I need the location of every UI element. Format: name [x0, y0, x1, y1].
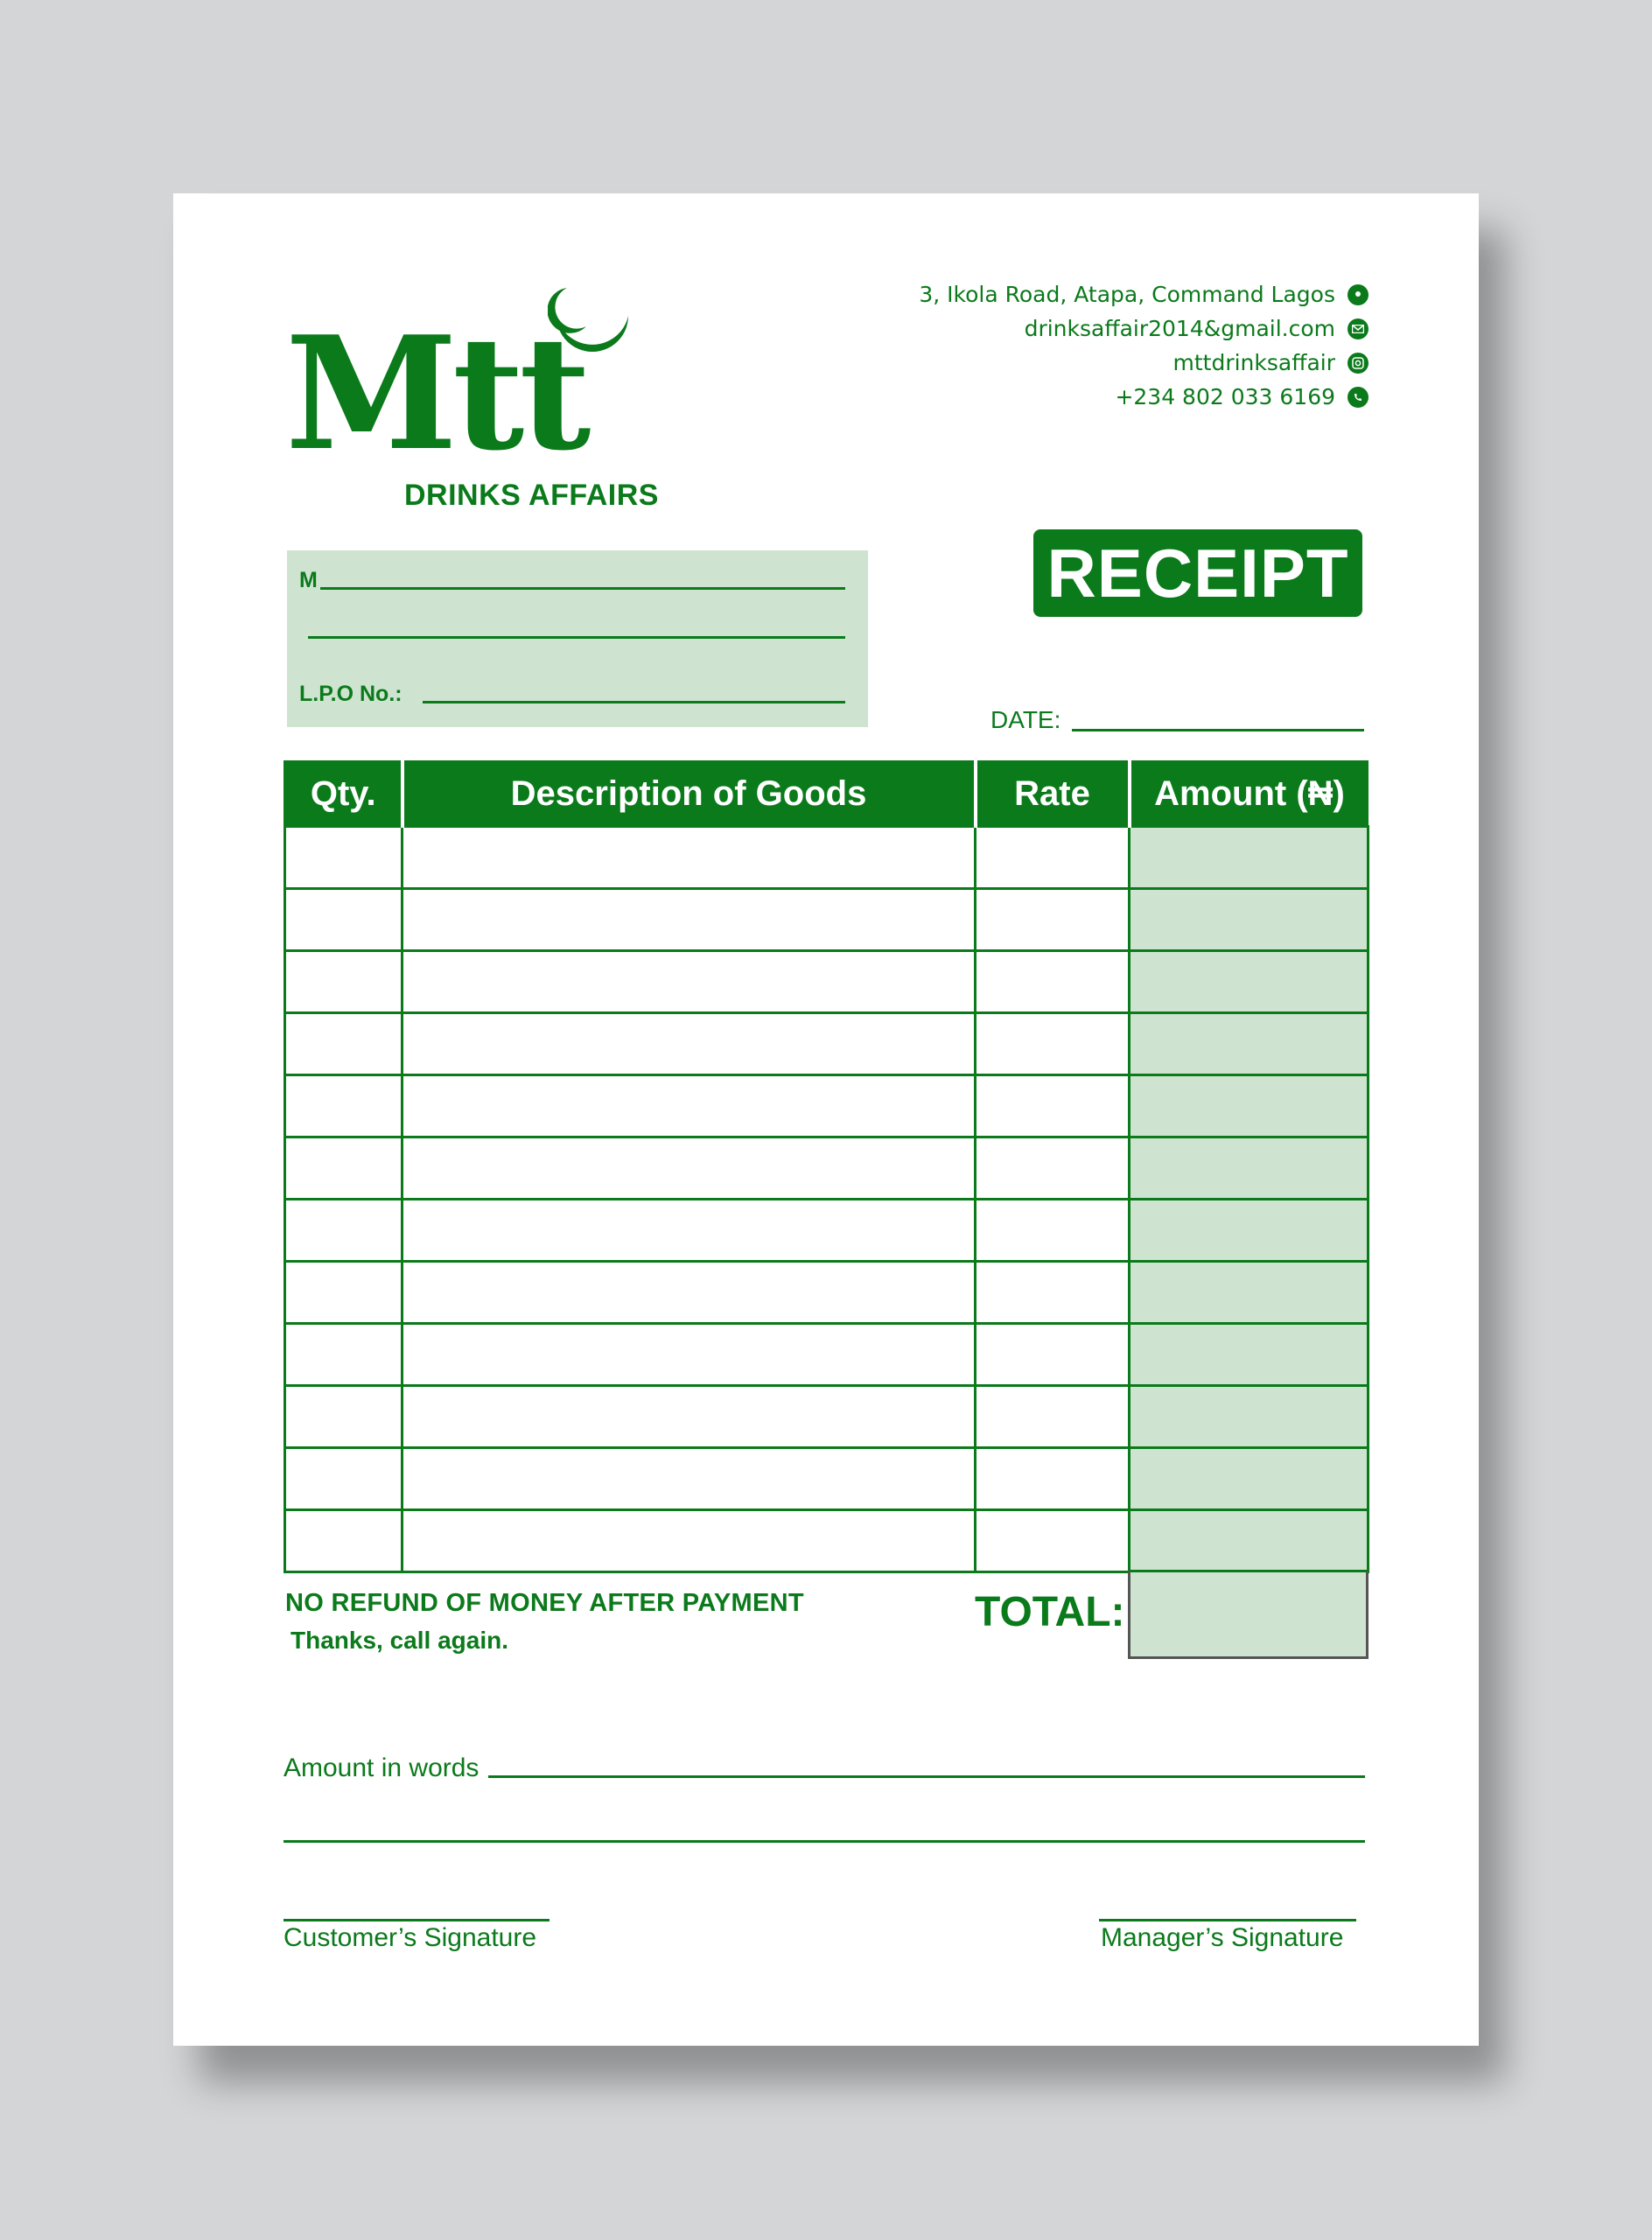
email-text: drinksaffair2014&gmail.com [1024, 316, 1335, 341]
amount-cell[interactable] [1130, 1448, 1368, 1510]
rate-cell[interactable] [976, 1324, 1130, 1386]
instagram-icon [1348, 353, 1368, 374]
amount-cell[interactable] [1130, 1386, 1368, 1448]
qty-cell[interactable] [285, 1324, 402, 1386]
lpo-line[interactable] [423, 701, 845, 704]
amount-cell[interactable] [1130, 889, 1368, 951]
customer-signature-label: Customer’s Signature [284, 1923, 537, 1952]
qty-cell[interactable] [285, 1510, 402, 1572]
total-field[interactable] [1128, 1570, 1368, 1659]
logo-subtitle: DRINKS AFFAIRS [404, 479, 659, 512]
receipt-title: RECEIPT [1033, 529, 1362, 617]
thanks-note: Thanks, call again. [290, 1627, 508, 1654]
description-cell[interactable] [402, 1448, 976, 1510]
qty-cell[interactable] [285, 1013, 402, 1075]
description-cell[interactable] [402, 1075, 976, 1138]
customer-box [287, 550, 868, 727]
table-row [285, 1200, 1368, 1262]
total-label: TOTAL: [975, 1589, 1125, 1635]
table-row [285, 1324, 1368, 1386]
table-row [285, 1262, 1368, 1324]
amount-cell[interactable] [1130, 1138, 1368, 1200]
table-row [285, 889, 1368, 951]
description-cell[interactable] [402, 1324, 976, 1386]
table-row [285, 1448, 1368, 1510]
items-table [284, 760, 1369, 1573]
amount-in-words-line[interactable] [488, 1775, 1365, 1778]
table-header-row [285, 762, 1368, 827]
date-line[interactable] [1072, 729, 1364, 732]
contact-email [919, 312, 1368, 346]
table-row [285, 1075, 1368, 1138]
manager-signature-line[interactable] [1099, 1919, 1356, 1922]
rate-cell[interactable] [976, 1386, 1130, 1448]
contact-address [919, 277, 1368, 312]
company-logo [285, 281, 688, 526]
qty-cell[interactable] [285, 1262, 402, 1324]
email-icon [1348, 318, 1368, 340]
amount-cell[interactable] [1130, 1324, 1368, 1386]
description-cell[interactable] [402, 1386, 976, 1448]
contact-info [919, 277, 1368, 414]
qty-cell[interactable] [285, 1448, 402, 1510]
table-row [285, 1386, 1368, 1448]
table-row [285, 1138, 1368, 1200]
qty-cell[interactable] [285, 889, 402, 951]
header-qty: Qty. [285, 762, 402, 827]
qty-cell[interactable] [285, 1200, 402, 1262]
amount-in-words-line-2[interactable] [284, 1840, 1365, 1843]
header-description: Description of Goods [402, 762, 976, 827]
qty-cell[interactable] [285, 1075, 402, 1138]
description-cell[interactable] [402, 1262, 976, 1324]
amount-cell[interactable] [1130, 1200, 1368, 1262]
contact-phone [919, 380, 1368, 414]
description-cell[interactable] [402, 889, 976, 951]
whatsapp-icon [1348, 387, 1368, 408]
customer-name-label: M [299, 568, 318, 592]
rate-cell[interactable] [976, 1138, 1130, 1200]
instagram-text: mttdrinksaffair [1172, 350, 1335, 375]
customer-signature-line[interactable] [284, 1919, 550, 1922]
qty-cell[interactable] [285, 1138, 402, 1200]
description-cell[interactable] [402, 1200, 976, 1262]
header-rate: Rate [976, 762, 1130, 827]
description-cell[interactable] [402, 1138, 976, 1200]
manager-signature-label: Manager’s Signature [1101, 1923, 1344, 1952]
phone-text: +234 802 033 6169 [1115, 384, 1335, 410]
rate-cell[interactable] [976, 1262, 1130, 1324]
table-row [285, 827, 1368, 889]
location-pin-icon [1348, 284, 1368, 305]
amount-cell[interactable] [1130, 827, 1368, 889]
rate-cell[interactable] [976, 889, 1130, 951]
header-amount: Amount (₦) [1130, 762, 1368, 827]
table-row [285, 951, 1368, 1013]
logo-mark: Mtt [285, 302, 586, 485]
date-label: DATE: [990, 706, 1061, 733]
customer-name-line[interactable] [320, 587, 845, 590]
amount-cell[interactable] [1130, 1510, 1368, 1572]
no-refund-note: NO REFUND OF MONEY AFTER PAYMENT [285, 1589, 804, 1617]
qty-cell[interactable] [285, 951, 402, 1013]
rate-cell[interactable] [976, 1448, 1130, 1510]
amount-cell[interactable] [1130, 1262, 1368, 1324]
qty-cell[interactable] [285, 1386, 402, 1448]
rate-cell[interactable] [976, 951, 1130, 1013]
qty-cell[interactable] [285, 827, 402, 889]
amount-in-words-label: Amount in words [284, 1754, 480, 1782]
rate-cell[interactable] [976, 827, 1130, 889]
table-row [285, 1013, 1368, 1075]
rate-cell[interactable] [976, 1510, 1130, 1572]
amount-cell[interactable] [1130, 951, 1368, 1013]
rate-cell[interactable] [976, 1013, 1130, 1075]
amount-cell[interactable] [1130, 1075, 1368, 1138]
receipt-sheet [173, 193, 1479, 2046]
contact-instagram [919, 346, 1368, 380]
amount-cell[interactable] [1130, 1013, 1368, 1075]
description-cell[interactable] [402, 1013, 976, 1075]
table-row [285, 1510, 1368, 1572]
description-cell[interactable] [402, 1510, 976, 1572]
rate-cell[interactable] [976, 1075, 1130, 1138]
address-text: 3, Ikola Road, Atapa, Command Lagos [919, 282, 1335, 307]
rate-cell[interactable] [976, 1200, 1130, 1262]
lpo-label: L.P.O No.: [299, 682, 402, 706]
description-cell[interactable] [402, 951, 976, 1013]
description-cell[interactable] [402, 827, 976, 889]
customer-name-line-2[interactable] [308, 636, 845, 639]
